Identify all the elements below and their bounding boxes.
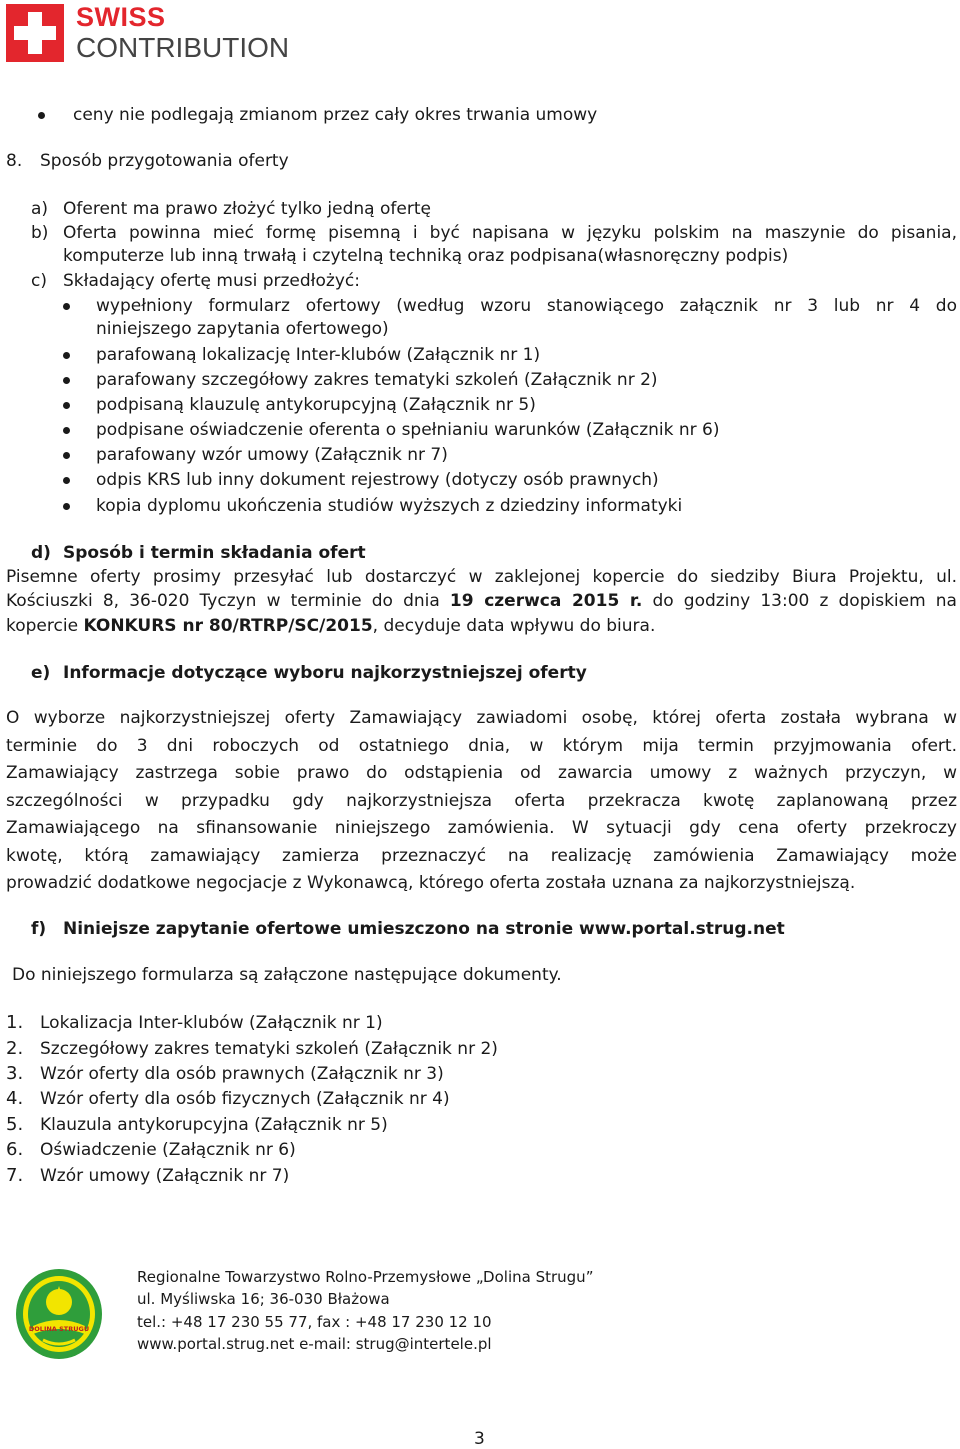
- attachment-6-text: Oświadczenie (Załącznik nr 6): [40, 1140, 296, 1160]
- attachment-7-text: Wzór umowy (Załącznik nr 7): [40, 1166, 290, 1186]
- attachment-6-num: 6.: [6, 1139, 24, 1160]
- item-a-text: Oferent ma prawo złożyć tylko jedną ofertę: [63, 199, 431, 219]
- section-e-line2: terminie do 3 dni roboczych od ostatniego dnia, w którym mija termin przyjmowania ofert.: [6, 736, 957, 756]
- swiss-flag-icon: [6, 4, 64, 62]
- section-8-number: 8.: [6, 151, 23, 171]
- attachments-intro: Do niniejszego formularza są załączone następujące dokumenty.: [12, 965, 562, 985]
- attachment-3-text: Wzór oferty dla osób prawnych (Załącznik nr 3): [40, 1064, 444, 1084]
- attachment-7-num: 7.: [6, 1165, 24, 1186]
- c-bullet-1-line2: niniejszego zapytania ofertowego): [96, 319, 389, 339]
- section-e-label: e): [31, 663, 51, 683]
- item-b-line2: komputerze lub inną trwałą i czytelną techniką oraz podpisana(własnoręczny podpis): [63, 246, 789, 266]
- attachment-5-text: Klauzula antykorupcyjna (Załącznik nr 5): [40, 1115, 388, 1135]
- logo-line-swiss: SWISS: [76, 2, 166, 32]
- bullet-icon: [63, 352, 70, 359]
- item-c-label: c): [31, 271, 47, 291]
- section-e-line4: szczególności w przypadku gdy najkorzystniejsza oferta przekracza kwotę zaplanowaną przez: [6, 791, 957, 811]
- section-e-title: Informacje dotyczące wyboru najkorzystniejszej oferty: [63, 663, 587, 683]
- bullet-icon: [63, 503, 70, 510]
- c-bullet-4: podpisaną klauzulę antykorupcyjną (Załącznik nr 5): [96, 395, 536, 415]
- attachment-4-num: 4.: [6, 1088, 24, 1109]
- page-number: 3: [474, 1429, 485, 1449]
- section-e-line5: Zamawiającego na sfinansowanie niniejszego zamówienia. W sytuacji gdy cena oferty przekroczy: [6, 818, 957, 838]
- attachment-1-num: 1.: [6, 1012, 24, 1033]
- logo-line-contribution: CONTRIBUTION: [76, 32, 290, 63]
- c-bullet-5: podpisane oświadczenie oferenta o spełnianiu warunków (Załącznik nr 6): [96, 420, 720, 440]
- item-a-label: a): [31, 199, 49, 219]
- footer-web-email: www.portal.strug.net e-mail: strug@intertele.pl: [137, 1335, 492, 1353]
- section-8-title: Sposób przygotowania oferty: [40, 151, 289, 171]
- bullet-icon: [63, 427, 70, 434]
- section-d-line1: Pisemne oferty prosimy przesyłać lub dostarczyć w zaklejonej kopercie do siedziby Biura Projektu, ul.: [6, 567, 957, 587]
- section-f-title: Niniejsze zapytanie ofertowe umieszczono na stronie www.portal.strug.net: [63, 919, 785, 939]
- bullet-icon: [63, 477, 70, 484]
- bullet-icon: [38, 112, 45, 119]
- section-e-line6: kwotę, którą zamawiający zamierza przeznaczyć na realizację zamówienia Zamawiający może: [6, 846, 957, 866]
- bullet-icon: [63, 402, 70, 409]
- section-f-label: f): [31, 919, 47, 939]
- item-b-line1: Oferta powinna mieć formę pisemną i być napisana w języku polskim na maszynie do pisania,: [63, 223, 957, 243]
- attachment-4-text: Wzór oferty dla osób fizycznych (Załącznik nr 4): [40, 1089, 450, 1109]
- bullet-icon: [63, 452, 70, 459]
- bullet-icon: [63, 303, 70, 310]
- section-d-title: Sposób i termin składania ofert: [63, 543, 366, 563]
- attachment-1-text: Lokalizacja Inter-klubów (Załącznik nr 1): [40, 1013, 383, 1033]
- top-bullet-text: ceny nie podlegają zmianom przez cały okres trwania umowy: [73, 105, 598, 125]
- footer-org: Regionalne Towarzystwo Rolno-Przemysłowe „Dolina Strugu”: [137, 1268, 594, 1286]
- section-d-label: d): [31, 543, 51, 563]
- c-bullet-3: parafowany szczegółowy zakres tematyki szkoleń (Załącznik nr 2): [96, 370, 658, 390]
- footer-phone: tel.: +48 17 230 55 77, fax : +48 17 230 12 10: [137, 1313, 492, 1331]
- attachment-5-num: 5.: [6, 1114, 24, 1135]
- c-bullet-1-line1: wypełniony formularz ofertowy (według wzoru stanowiącego załącznik nr 3 lub nr 4 do: [96, 296, 957, 316]
- c-bullet-7: odpis KRS lub inny dokument rejestrowy (dotyczy osób prawnych): [96, 470, 659, 490]
- footer-address: ul. Myśliwska 16; 36-030 Błażowa: [137, 1290, 390, 1308]
- dolina-strugu-logo-icon: [15, 1268, 103, 1360]
- c-bullet-8: kopia dyplomu ukończenia studiów wyższych z dziedziny informatyki: [96, 496, 683, 516]
- attachment-3-num: 3.: [6, 1063, 24, 1084]
- c-bullet-6: parafowany wzór umowy (Załącznik nr 7): [96, 445, 448, 465]
- bullet-icon: [63, 377, 70, 384]
- section-d-line2: Kościuszki 8, 36-020 Tyczyn w terminie do dnia 19 czerwca 2015 r. do godziny 13:00 z dopiskiem na: [6, 591, 957, 611]
- section-e-line7: prowadzić dodatkowe negocjacje z Wykonawcą, którego oferta została uznana za najkorzystniejszą.: [6, 873, 856, 893]
- section-d-line3: kopercie KONKURS nr 80/RTRP/SC/2015, decyduje data wpływu do biura.: [6, 616, 656, 636]
- section-e-line3: Zamawiający zastrzega sobie prawo do odstąpienia od zawarcia umowy z ważnych przyczyn, w: [6, 763, 957, 783]
- badge-text: DOLINA STRUGU: [28, 1325, 90, 1333]
- c-bullet-2: parafowaną lokalizację Inter-klubów (Załącznik nr 1): [96, 345, 541, 365]
- item-b-label: b): [31, 223, 49, 243]
- attachment-2-text: Szczegółowy zakres tematyki szkoleń (Załącznik nr 2): [40, 1039, 498, 1059]
- attachment-2-num: 2.: [6, 1038, 24, 1059]
- item-c-text: Składający ofertę musi przedłożyć:: [63, 271, 360, 291]
- section-e-line1: O wyborze najkorzystniejszej oferty Zamawiający zawiadomi osobę, której oferta została wybrana w: [6, 708, 957, 728]
